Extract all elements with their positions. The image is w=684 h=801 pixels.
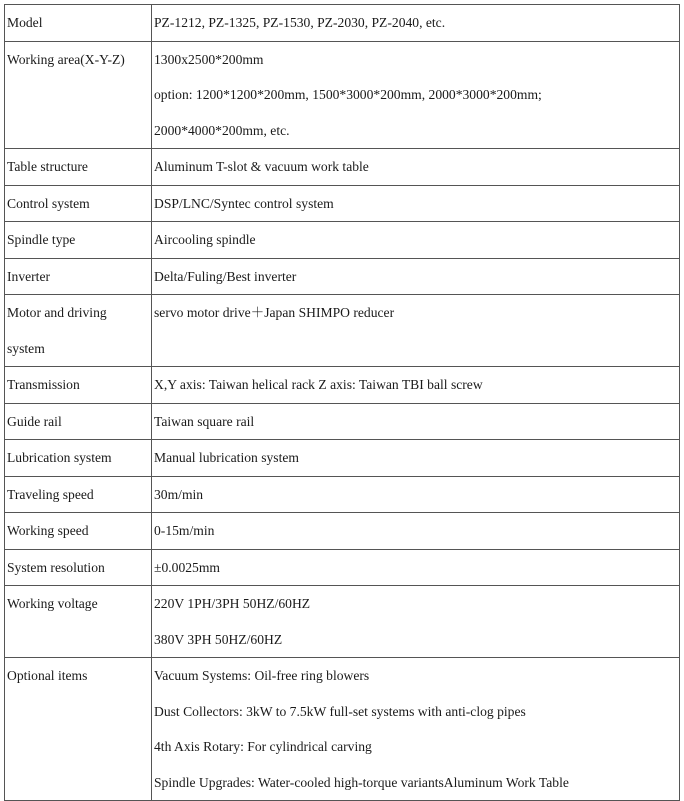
spec-label-cell <box>5 549 152 586</box>
spec-label-cell <box>5 222 152 259</box>
spec-value-text: servo motor drive＋Japan SHIMPO reducer <box>154 305 395 320</box>
spec-label-text: Traveling speed <box>7 486 94 502</box>
spec-label-text: Motor and driving <box>7 305 107 320</box>
spec-label-cell <box>5 476 152 513</box>
spec-value-cell <box>152 440 680 477</box>
spec-table-body <box>5 5 680 801</box>
table-row <box>5 185 680 222</box>
spec-label-text: Table structure <box>7 159 88 174</box>
spec-value-text: 380V 3PH 50HZ/60HZ <box>154 631 283 647</box>
spec-value-text: 1300x2500*200mm <box>154 51 264 67</box>
table-row <box>5 476 680 513</box>
table-row <box>5 513 680 550</box>
spec-label-cell <box>5 658 152 801</box>
spec-label-cell <box>5 440 152 477</box>
table-row <box>5 258 680 295</box>
spec-label-text: Guide rail <box>7 413 62 429</box>
spec-table <box>4 4 680 801</box>
spec-value-cell <box>152 513 680 550</box>
spec-value-text: 30m/min <box>154 486 204 502</box>
spec-value-text: 2000*4000*200mm, etc. <box>154 122 290 138</box>
spec-value-cell <box>152 403 680 440</box>
spec-value-text: Spindle Upgrades: Water-cooled high-torque variantsAluminum Work Table <box>154 774 569 790</box>
spec-value-cell <box>152 149 680 186</box>
spec-value-text: Taiwan square rail <box>154 413 255 429</box>
spec-label-cell <box>5 41 152 149</box>
spec-value-cell <box>152 41 680 149</box>
spec-label-text: Working voltage <box>7 596 98 611</box>
spec-label-cell <box>5 513 152 550</box>
spec-value-cell <box>152 222 680 259</box>
spec-value-text: DSP/LNC/Syntec control system <box>154 195 334 211</box>
spec-value-text: 220V 1PH/3PH 50HZ/60HZ <box>154 596 311 611</box>
spec-label-cell <box>5 295 152 367</box>
table-row <box>5 295 680 367</box>
spec-value-cell <box>152 476 680 513</box>
spec-value-cell <box>152 258 680 295</box>
spec-value-text: Aircooling spindle <box>154 232 256 247</box>
spec-value-text: ±0.0025mm <box>154 559 220 575</box>
spec-label-text: Spindle type <box>7 232 76 247</box>
spec-value-cell <box>152 658 680 801</box>
spec-value-cell <box>152 185 680 222</box>
table-row <box>5 149 680 186</box>
spec-label-text: Inverter <box>7 268 51 284</box>
table-row <box>5 222 680 259</box>
table-row <box>5 403 680 440</box>
spec-value-text: PZ-1212, PZ-1325, PZ-1530, PZ-2030, PZ-2040, etc. <box>154 15 446 30</box>
table-row <box>5 549 680 586</box>
spec-value-text: Aluminum T-slot & vacuum work table <box>154 159 369 174</box>
spec-value-cell <box>152 586 680 658</box>
table-row <box>5 5 680 42</box>
table-row <box>5 658 680 801</box>
spec-value-text: 4th Axis Rotary: For cylindrical carving <box>154 739 372 754</box>
spec-value-cell <box>152 5 680 42</box>
spec-value-text: X,Y axis: Taiwan helical rack Z axis: Taiwan TBI ball screw <box>154 377 483 392</box>
table-row <box>5 586 680 658</box>
table-row <box>5 41 680 149</box>
spec-label-text: Transmission <box>7 377 80 392</box>
spec-value-text: Vacuum Systems: Oil-free ring blowers <box>154 668 370 683</box>
spec-value-text: option: 1200*1200*200mm, 1500*3000*200mm, 2000*3000*200mm; <box>154 87 542 102</box>
spec-value-text: 0-15m/min <box>154 523 215 538</box>
table-row <box>5 440 680 477</box>
spec-label-text: Working area(X-Y-Z) <box>7 51 125 67</box>
spec-label-cell <box>5 185 152 222</box>
spec-label-cell <box>5 403 152 440</box>
spec-label-cell <box>5 5 152 42</box>
spec-value-cell <box>152 295 680 367</box>
spec-value-cell <box>152 367 680 404</box>
spec-label-cell <box>5 367 152 404</box>
spec-value-text: Delta/Fuling/Best inverter <box>154 268 297 284</box>
spec-value-text: Manual lubrication system <box>154 450 299 465</box>
spec-label-cell <box>5 586 152 658</box>
spec-value-text: Dust Collectors: 3kW to 7.5kW full-set systems with anti-clog pipes <box>154 703 526 719</box>
spec-label-text: Optional items <box>7 668 88 683</box>
spec-label-text: System resolution <box>7 559 105 575</box>
spec-value-cell <box>152 549 680 586</box>
table-row <box>5 367 680 404</box>
spec-label-text: system <box>7 340 45 356</box>
spec-label-text: Control system <box>7 195 90 211</box>
spec-label-cell <box>5 149 152 186</box>
spec-label-text: Model <box>7 15 43 30</box>
spec-label-text: Lubrication system <box>7 450 112 465</box>
spec-label-text: Working speed <box>7 523 89 538</box>
spec-label-cell <box>5 258 152 295</box>
